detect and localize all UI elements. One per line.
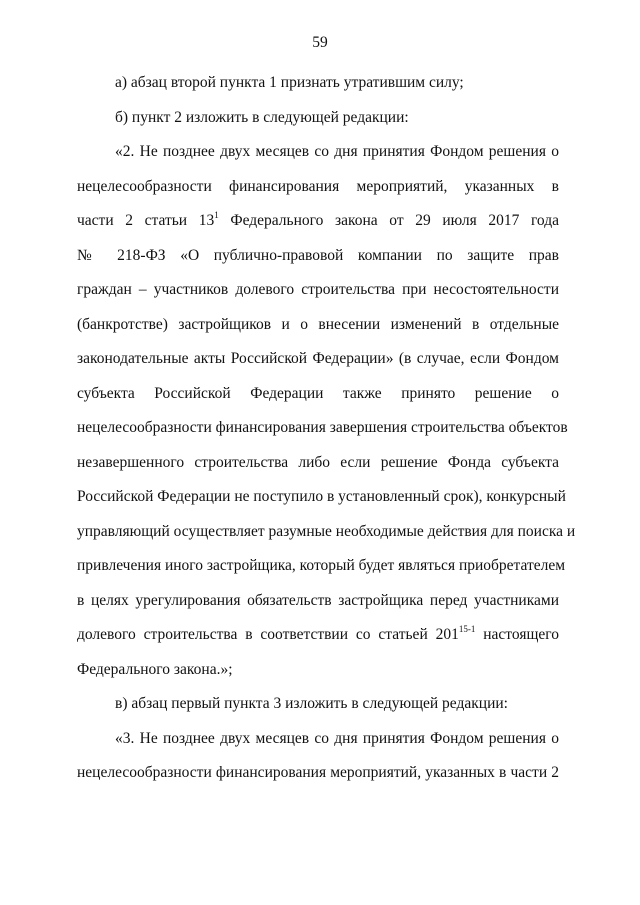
quote-2-line-13: привлечения иного застройщика, который будет являться приобретателем bbox=[77, 557, 566, 574]
page-number: 59 bbox=[312, 34, 328, 51]
quote-2-line-8: субъекта Российской Федерации также принято решение о bbox=[77, 384, 559, 402]
paragraph-b: б) пункт 2 изложить в следующей редакции: bbox=[115, 108, 409, 126]
quote-2-line-3 bbox=[77, 204, 559, 239]
quote-2-line-14: в целях урегулирования обязательств застройщика перед участниками bbox=[77, 591, 559, 609]
quote-2-line-10: незавершенного строительства либо если решение Фонда субъекта bbox=[77, 453, 559, 471]
quote-2-line-16: Федерального закона.»; bbox=[77, 660, 233, 678]
quote-2-line-5: граждан – участников долевого строительства при несостоятельности bbox=[77, 281, 559, 298]
text-segment: Федерального закона от 29 июля 2017 года bbox=[218, 212, 559, 229]
quote-2-line-11: Российской Федерации не поступило в установленный срок), конкурсный bbox=[77, 488, 566, 505]
text-segment: настоящего bbox=[475, 626, 559, 643]
quote-2-line-2: нецелесообразности финансирования мероприятий, указанных в bbox=[77, 177, 559, 195]
quote-2-line-1: «2. Не позднее двух месяцев со дня принятия Фондом решения о bbox=[115, 143, 559, 160]
document-body bbox=[77, 66, 576, 791]
text-segment: долевого строительства в соответствии со статьей 201 bbox=[77, 626, 459, 643]
text-segment: части 2 статьи 13 bbox=[77, 212, 215, 229]
quote-2-line-12: управляющий осуществляет разумные необходимые действия для поиска и bbox=[77, 522, 576, 540]
quote-2-line-9: нецелесообразности финансирования завершения строительства объектов bbox=[77, 419, 568, 436]
quote-3-line-2: нецелесообразности финансирования мероприятий, указанных в части 2 bbox=[77, 764, 559, 781]
quote-2-line-15 bbox=[77, 618, 559, 653]
quote-2-line-6: (банкротстве) застройщиков и о внесении изменений в отдельные bbox=[77, 315, 559, 333]
quote-2-line-4: № 218-ФЗ «О публично-правовой компании по защите прав bbox=[77, 246, 559, 264]
superscript: 1 bbox=[214, 210, 219, 220]
paragraph-a: а) абзац второй пункта 1 признать утратившим силу; bbox=[115, 74, 464, 91]
quote-2-line-7: законодательные акты Российской Федерации» (в случае, если Фондом bbox=[77, 350, 559, 367]
paragraph-v: в) абзац первый пункта 3 изложить в следующей редакции: bbox=[115, 695, 508, 712]
quote-3-line-1: «3. Не позднее двух месяцев со дня принятия Фондом решения о bbox=[115, 729, 559, 747]
superscript: 15-1 bbox=[458, 624, 476, 634]
